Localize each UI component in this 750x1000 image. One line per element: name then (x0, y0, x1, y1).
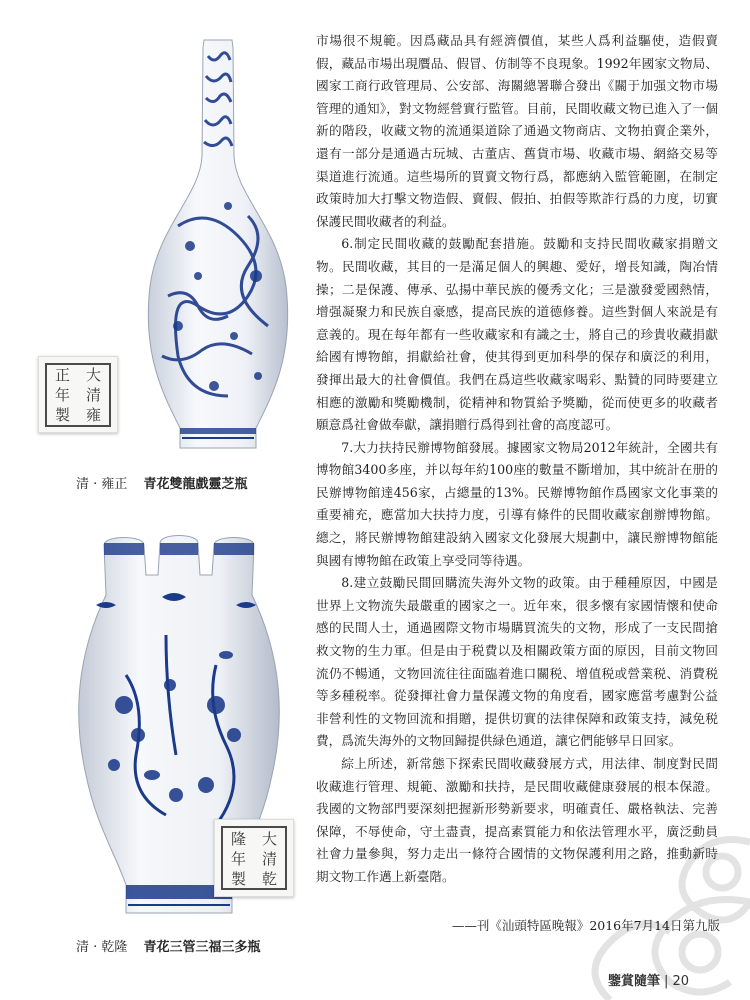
vase2-dynasty: 清 · 乾隆 (76, 940, 128, 955)
vase1-dynasty: 清 · 雍正 (76, 477, 128, 492)
seal-char: 清 (260, 850, 278, 866)
seal-char: 雍 (84, 407, 102, 422)
article-body (316, 30, 718, 889)
seal-char: 製 (229, 870, 247, 886)
seal-char: 隆 (229, 830, 247, 846)
paragraph: 綜上所述，新常態下探索民間收藏發展方式，用法律、制度對民間收藏進行管理、規範、激勵和扶持，是民間收藏健康發展的根本保證。我國的文物部門要深刻把握新形勢新要求，明確責任、嚴格執法、完善保障，不辱使命，守土盡責，提高素質能力和依法管理水平，廣泛動員社會力量參與，努力走出一條符合國情的文物保護利用之路，推動新時期文物工作邁上新臺階。 (316, 756, 718, 884)
section-title: 鑒賞隨筆 (608, 974, 661, 989)
vase1-name: 青花雙龍戲靈芝瓶 (143, 477, 248, 492)
vase2-name: 青花三管三福三多瓶 (143, 940, 261, 955)
seal-char: 大 (260, 830, 278, 846)
page-number: | 20 (664, 974, 690, 989)
seal-char: 年 (53, 387, 71, 402)
paragraph: 市場很不規範。因爲藏品具有經濟價值，某些人爲利益驅使，造假賣假，藏品市場出現贋品、假冒、仿制等不良現象。1992年國家文物局、國家工商行政管理局、公安部、海關總署聯合發出《關于加强文物市場管理的通知》，對文物經營實行監管。目前，民間收藏文物已進入了一個新的階段，收藏文物的流通渠道除了通過文物商店、文物拍賣企業外，還有一部分是通過古玩城、古董店、舊貨市場、收藏市場、網絡交易等渠道進行流通。這些場所的買賣文物行爲，都應納入監管範圍，在制定政策時加大打擊文物造假、賣假、假拍、拍假等欺詐行爲的力度，切實保護民間收藏者的利益。 (316, 33, 718, 229)
vase-image-yongzheng (138, 36, 298, 456)
reign-mark-seal-qianlong (214, 819, 294, 897)
seal-char: 清 (84, 387, 102, 402)
paragraph: 6.制定民間收藏的鼓勵配套措施。鼓勵和支持民間收藏家捐贈文物。民間收藏，其目的一是滿足個人的興趣、愛好，增長知識，陶冶情操；二是保護、傳承、弘揚中華民族的優秀文化；三是激發愛國熱情，增强凝聚力和民族自豪感，提高民族的道德修養。這些對個人來説是有意義的。現在每年都有一些收藏家和有識之士，將自己的珍貴收藏捐獻給國有博物館，捐獻給社會，使其得到更加科學的保存和廣泛的利用，發揮出最大的社會價值。我們在爲這些收藏家喝彩、點贊的同時要建立相應的激勵和獎勵機制，從精神和物質給予獎勵，從而使更多的收藏者願意爲社會做奉獻，讓捐贈行爲得到社會的高度認可。 (316, 236, 718, 433)
publication-source: ——刊《汕頭特區晚報》2016年7月14日第九版 (451, 918, 720, 933)
seal-char: 正 (53, 367, 71, 382)
seal-char: 大 (84, 367, 102, 382)
vase1-caption (76, 473, 248, 492)
paragraph: 7.大力扶持民辦博物館發展。據國家文物局2012年統計，全國共有博物館3400多座，并以每年約100座的數量不斷增加，其中統計在册的民辦博物館達456家，占總量的13%。民辦博物館作爲國家文化事業的重要補充，應當加大扶持力度，引導有條件的民間收藏家創辦博物館。總之，將民辦博物館建設納入國家文化發展大規劃中，讓民辦博物館能與國有博物館在政策上享受同等待遇。 (316, 439, 718, 568)
seal-char: 乾 (260, 870, 278, 886)
seal-char: 年 (229, 850, 247, 866)
page-footer (608, 970, 689, 989)
vase2-caption (76, 936, 261, 955)
seal-char: 製 (53, 407, 71, 422)
paragraph: 8.建立鼓勵民間回購流失海外文物的政策。由于種種原因，中國是世界上文物流失最嚴重的國家之一。近年來，很多懷有家國情懷和使命感的民間人士，通過國際文物市場購買流失的文物，形成了一支民間搶救文物的生力軍。但是由于税費以及相關政策方面的原因，目前文物回流仍不暢通，文物回流往往面臨着進口關税、增值税或營業税、消費税等多種税率。從發揮社會力量保護文物的角度看，國家應當考慮對公益非營利性的文物回流和捐贈，提供切實的法律保障和政策支持，減免税費，爲流失海外的文物回歸提供緑色通道，讓它們能够早日回家。 (316, 575, 718, 749)
reign-mark-seal-yongzheng (38, 356, 118, 433)
